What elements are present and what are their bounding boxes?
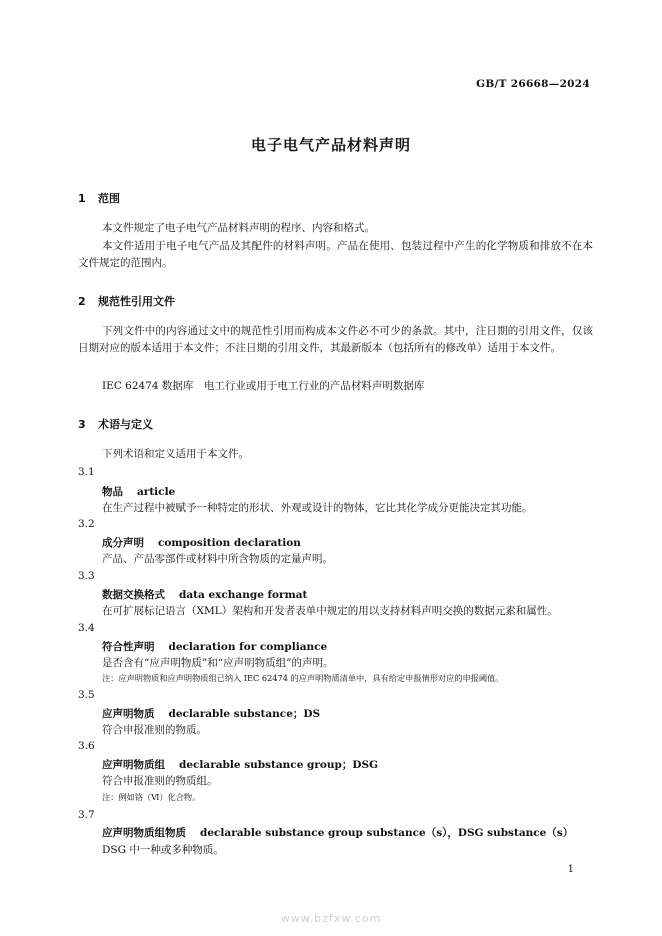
term-zh: 物品	[102, 486, 123, 498]
normative-reference: IEC 62474 数据库 电工行业或用于电工行业的产品材料声明数据库	[102, 380, 425, 392]
term-en: declarable substance；DS	[168, 708, 321, 720]
section-number: 1	[78, 192, 86, 205]
section-2-heading	[78, 293, 175, 309]
term-number: 3.3	[78, 570, 95, 582]
section-1-paragraph-2: 本文件适用于电子电气产品及其配件的材料声明。产品在使用、包装过程中产生的化学物质和排放不在本文件规定的范围内。	[78, 240, 593, 269]
section-1-paragraph-1: 本文件规定了电子电气产品材料声明的程序、内容和格式。	[102, 222, 375, 234]
term-note: 注：应声明物质和应声明物质组已纳入 IEC 62474 的应声明物质清单中，具有给定申报情形对应的申报阈值。	[102, 673, 504, 683]
term-number: 3.2	[78, 518, 95, 530]
term-definition: 在可扩展标记语言（XML）架构和开发者表单中规定的用以支持材料声明交换的数据元素和属性。	[102, 605, 558, 617]
term-number: 3.1	[78, 466, 95, 478]
page-number: 1	[567, 864, 574, 875]
term-heading	[102, 757, 378, 772]
section-2-paragraph-1: 下列文件中的内容通过文中的规范性引用而构成本文件必不可少的条款。其中，注日期的引用文件，仅该日期对应的版本适用于本文件；不注日期的引用文件，其最新版本（包括所有的修改单）适用于本文件。	[78, 325, 593, 354]
term-definition: 在生产过程中被赋予一种特定的形状、外观或设计的物体，它比其化学成分更能决定其功能。	[102, 502, 533, 514]
standard-number: GB/T 26668—2024	[476, 78, 590, 90]
term-en: declarable substance group substance（s），DSG substance（s）	[200, 827, 574, 839]
term-zh: 成分声明	[102, 537, 144, 549]
term-definition: 符合申报准则的物质组。	[102, 775, 218, 787]
document-title: 电子电气产品材料声明	[250, 136, 411, 154]
term-definition: 符合申报准则的物质。	[102, 724, 207, 736]
term-definition: 产品、产品零部件或材料中所含物质的定量声明。	[102, 553, 333, 565]
term-zh: 数据交换格式	[102, 589, 165, 601]
term-definition: DSG 中一种或多种物质。	[102, 844, 224, 856]
term-number: 3.4	[78, 622, 95, 634]
section-title: 术语与定义	[98, 418, 153, 431]
term-number: 3.6	[78, 740, 95, 752]
term-heading	[102, 587, 307, 602]
term-en: article	[137, 486, 176, 498]
term-en: declaration for compliance	[168, 641, 328, 653]
term-heading	[102, 535, 301, 550]
term-en: declarable substance group；DSG	[179, 759, 379, 771]
term-en: data exchange format	[179, 589, 308, 601]
term-heading	[102, 706, 320, 721]
term-number: 3.5	[78, 689, 95, 701]
section-3-intro: 下列术语和定义适用于本文件。	[102, 448, 249, 460]
term-note: 注：例如铬（Ⅵ）化合物。	[102, 792, 201, 802]
term-definition: 是否含有“应声明物质”和“应声明物质组”的声明。	[102, 657, 334, 669]
term-zh: 应声明物质组	[102, 759, 165, 771]
watermark: www.bzfxw.com	[280, 912, 382, 925]
term-zh: 应声明物质	[102, 708, 155, 720]
term-zh: 应声明物质组物质	[102, 827, 186, 839]
term-heading	[102, 639, 327, 654]
term-en: composition declaration	[158, 537, 301, 549]
term-heading	[102, 825, 573, 840]
term-number: 3.7	[78, 809, 95, 821]
term-heading	[102, 484, 175, 499]
section-title: 范围	[98, 192, 120, 205]
section-title: 规范性引用文件	[98, 295, 175, 308]
section-number: 2	[78, 295, 86, 308]
section-1-heading	[78, 190, 120, 206]
section-number: 3	[78, 418, 86, 431]
section-3-heading	[78, 416, 153, 432]
term-zh: 符合性声明	[102, 641, 155, 653]
